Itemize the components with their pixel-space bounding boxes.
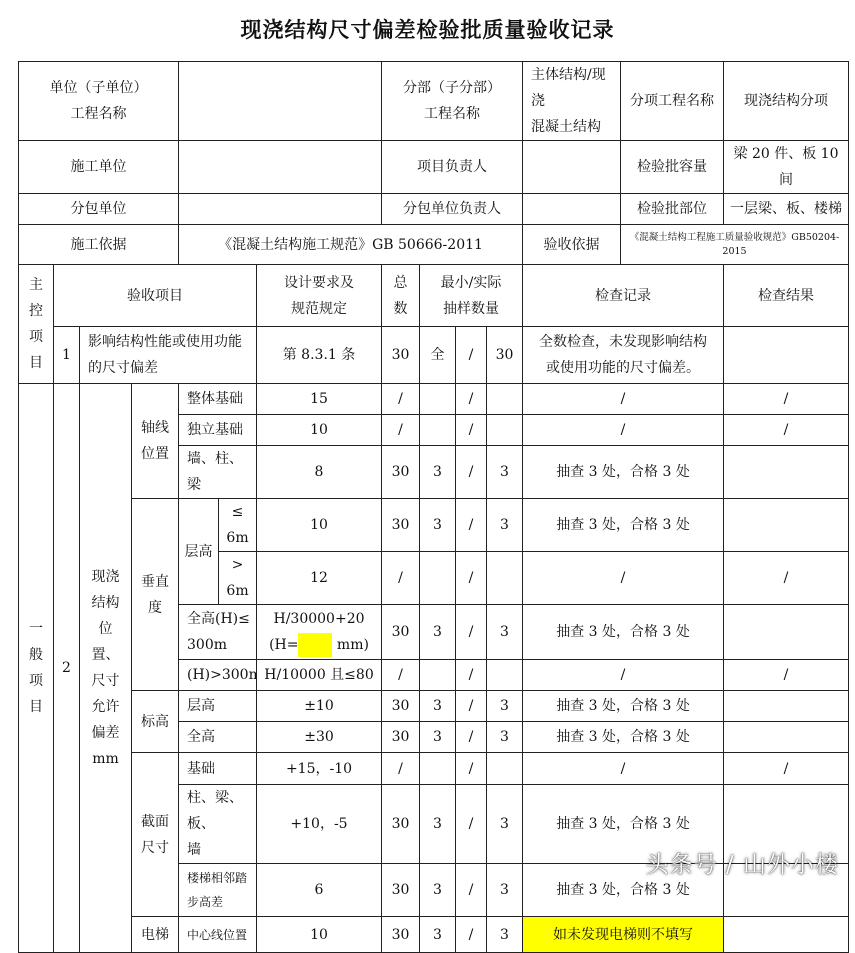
- header-row-basis: [19, 225, 849, 265]
- row-record: /: [523, 753, 724, 785]
- row-result: [724, 691, 849, 722]
- subcontract-unit-value: [179, 194, 382, 225]
- row-total: 30: [382, 722, 420, 753]
- row-spec: 10: [257, 917, 382, 953]
- row-name: 墙、柱、梁: [179, 446, 257, 499]
- row-slash: /: [456, 864, 487, 917]
- row-total: /: [382, 415, 420, 446]
- table-row: [19, 499, 849, 552]
- main-row-spec: 第 8.3.1 条: [257, 327, 382, 384]
- row-actual: 3: [487, 917, 523, 953]
- table-row: [19, 753, 849, 785]
- row-name: 柱、梁、板、 墙: [179, 785, 257, 864]
- column-header-row: [19, 265, 849, 327]
- row-actual: [487, 552, 523, 605]
- row-slash: /: [456, 552, 487, 605]
- batch-capacity-label: 检验批容量: [621, 141, 724, 194]
- elevator-label: 电梯: [132, 917, 179, 953]
- full-height-spec: H/30000+20 (H= mm): [257, 605, 382, 660]
- row-min: [420, 660, 456, 691]
- construction-unit-label: 施工单位: [19, 141, 179, 194]
- height-input-highlight[interactable]: [298, 633, 332, 657]
- row-min: 3: [420, 605, 456, 660]
- unit-name-value: [179, 62, 382, 141]
- row-spec: +15，-10: [257, 753, 382, 785]
- row-actual: [487, 753, 523, 785]
- row-actual: [487, 415, 523, 446]
- construction-unit-value: [179, 141, 382, 194]
- acceptance-basis-label: 验收依据: [523, 225, 621, 265]
- row-min: 3: [420, 691, 456, 722]
- row-name: 层高: [179, 691, 257, 722]
- axis-position-label: 轴线 位置: [132, 384, 179, 499]
- le-6m-label: ≤ 6m: [219, 499, 257, 552]
- batch-location-label: 检验批部位: [621, 194, 724, 225]
- row-slash: /: [456, 499, 487, 552]
- batch-capacity-value: 梁 20 件、板 10 间: [724, 141, 849, 194]
- main-control-row: [19, 327, 849, 384]
- row-record: /: [523, 660, 724, 691]
- project-manager-label: 项目负责人: [382, 141, 523, 194]
- row-name: 基础: [179, 753, 257, 785]
- full-height-gt-spec: H/10000 且≤80: [257, 660, 382, 691]
- verticality-label: 垂直 度: [132, 499, 179, 691]
- row-slash: /: [456, 753, 487, 785]
- row-min: 3: [420, 785, 456, 864]
- row-slash: /: [456, 660, 487, 691]
- row-slash: /: [456, 446, 487, 499]
- header-row-project: [19, 62, 849, 141]
- row-spec: ±10: [257, 691, 382, 722]
- row-min: 3: [420, 864, 456, 917]
- row-record: /: [523, 415, 724, 446]
- col-record: 检查记录: [523, 265, 724, 327]
- row-name: 楼梯相邻踏 步高差: [179, 864, 257, 917]
- row-name: 整体基础: [179, 384, 257, 415]
- row-slash: /: [456, 605, 487, 660]
- row-total: 30: [382, 446, 420, 499]
- elevation-label: 标高: [132, 691, 179, 753]
- row-total: 30: [382, 499, 420, 552]
- general-items-label: 一 般 项 目: [19, 384, 54, 953]
- table-row: [19, 384, 849, 415]
- main-row-min: 全: [420, 327, 456, 384]
- row-name: 独立基础: [179, 415, 257, 446]
- unit-name-label: 单位（子单位） 工程名称: [19, 62, 179, 141]
- row-record: /: [523, 552, 724, 605]
- row-min: [420, 753, 456, 785]
- row-slash: /: [456, 415, 487, 446]
- gt-6m-label: > 6m: [219, 552, 257, 605]
- floor-height-label: 层高: [179, 499, 219, 605]
- row-spec: 10: [257, 499, 382, 552]
- row-total: 30: [382, 691, 420, 722]
- row-min: 3: [420, 446, 456, 499]
- row-result: [724, 499, 849, 552]
- row-result: /: [724, 384, 849, 415]
- subitem-label: 分项工程名称: [621, 62, 724, 141]
- col-total: 总 数: [382, 265, 420, 327]
- row-min: [420, 384, 456, 415]
- row-actual: 3: [487, 499, 523, 552]
- division-label: 分部（子分部） 工程名称: [382, 62, 523, 141]
- subitem-value: 现浇结构分项: [724, 62, 849, 141]
- main-row-result: [724, 327, 849, 384]
- col-result: 检查结果: [724, 265, 849, 327]
- row-record: 抽查 3 处，合格 3 处: [523, 785, 724, 864]
- row-record: 抽查 3 处，合格 3 处: [523, 691, 724, 722]
- row-total: /: [382, 753, 420, 785]
- row-name: 全高: [179, 722, 257, 753]
- watermark: 头条号 / 山外小楼: [646, 846, 839, 879]
- full-height-gt-label: (H)>300m: [179, 660, 257, 691]
- main-row-actual: 30: [487, 327, 523, 384]
- row-total: 30: [382, 864, 420, 917]
- row-actual: 3: [487, 785, 523, 864]
- row-slash: /: [456, 384, 487, 415]
- col-sample: 最小/实际 抽样数量: [420, 265, 523, 327]
- row-actual: [487, 384, 523, 415]
- main-row-item: 影响结构性能或使用功能 的尺寸偏差: [80, 327, 257, 384]
- row-spec: 6: [257, 864, 382, 917]
- document-title: 现浇结构尺寸偏差检验批质量验收记录: [0, 14, 855, 44]
- row-record: 抽查 3 处，合格 3 处: [523, 722, 724, 753]
- acceptance-basis-value: 《混凝土结构工程施工质量验收规范》GB50204-2015: [621, 225, 849, 265]
- row-record: 如未发现电梯则不填写: [523, 917, 724, 953]
- row-actual: [487, 660, 523, 691]
- row-record: /: [523, 384, 724, 415]
- row-min: 3: [420, 499, 456, 552]
- row-result: [724, 917, 849, 953]
- row-spec: 10: [257, 415, 382, 446]
- general-row-number: 2: [54, 384, 80, 953]
- section-size-label: 截面 尺寸: [132, 753, 179, 917]
- header-row-construction: [19, 141, 849, 194]
- row-spec: 15: [257, 384, 382, 415]
- row-slash: /: [456, 691, 487, 722]
- row-total: /: [382, 384, 420, 415]
- row-min: 3: [420, 722, 456, 753]
- col-design: 设计要求及 规范规定: [257, 265, 382, 327]
- row-total: 30: [382, 917, 420, 953]
- row-result: /: [724, 415, 849, 446]
- subcontract-manager-label: 分包单位负责人: [382, 194, 523, 225]
- main-row-slash: /: [456, 327, 487, 384]
- division-value: 主体结构/现浇 混凝土结构: [523, 62, 621, 141]
- main-row-record: 全数检查，未发现影响结构 或使用功能的尺寸偏差。: [523, 327, 724, 384]
- row-result: /: [724, 552, 849, 605]
- construction-basis-value: 《混凝土结构施工规范》GB 50666-2011: [179, 225, 523, 265]
- deviation-group-label: 现浇 结构 位 置、 尺寸 允许 偏差 mm: [80, 384, 132, 953]
- subcontract-manager-value: [523, 194, 621, 225]
- batch-location-value: 一层梁、板、楼梯: [724, 194, 849, 225]
- row-result: /: [724, 660, 849, 691]
- row-name: 中心线位置: [179, 917, 257, 953]
- row-actual: 3: [487, 864, 523, 917]
- row-total: /: [382, 552, 420, 605]
- row-total: /: [382, 660, 420, 691]
- row-total: 30: [382, 605, 420, 660]
- row-slash: /: [456, 785, 487, 864]
- inspection-record-table: [18, 61, 849, 953]
- row-spec: ±30: [257, 722, 382, 753]
- table-row: [19, 691, 849, 722]
- row-min: [420, 552, 456, 605]
- row-slash: /: [456, 917, 487, 953]
- project-manager-value: [523, 141, 621, 194]
- col-items: 验收项目: [54, 265, 257, 327]
- row-record: 抽查 3 处，合格 3 处: [523, 499, 724, 552]
- full-height-label: 全高(H)≤ 300m: [179, 605, 257, 660]
- row-record: 抽查 3 处，合格 3 处: [523, 864, 724, 917]
- row-actual: 3: [487, 722, 523, 753]
- row-min: 3: [420, 917, 456, 953]
- row-spec: 8: [257, 446, 382, 499]
- main-control-label: 主 控 项 目: [19, 265, 54, 384]
- construction-basis-label: 施工依据: [19, 225, 179, 265]
- row-result: /: [724, 753, 849, 785]
- row-result: [724, 605, 849, 660]
- main-row-total: 30: [382, 327, 420, 384]
- row-total: 30: [382, 785, 420, 864]
- subcontract-unit-label: 分包单位: [19, 194, 179, 225]
- row-actual: 3: [487, 605, 523, 660]
- row-record: 抽查 3 处，合格 3 处: [523, 605, 724, 660]
- row-record: 抽查 3 处，合格 3 处: [523, 446, 724, 499]
- main-row-number: 1: [54, 327, 80, 384]
- row-slash: /: [456, 722, 487, 753]
- table-row: [19, 917, 849, 953]
- row-result: [724, 722, 849, 753]
- row-min: [420, 415, 456, 446]
- row-spec: 12: [257, 552, 382, 605]
- row-actual: 3: [487, 691, 523, 722]
- header-row-subcontract: [19, 194, 849, 225]
- row-spec: +10，-5: [257, 785, 382, 864]
- row-actual: 3: [487, 446, 523, 499]
- row-result: [724, 446, 849, 499]
